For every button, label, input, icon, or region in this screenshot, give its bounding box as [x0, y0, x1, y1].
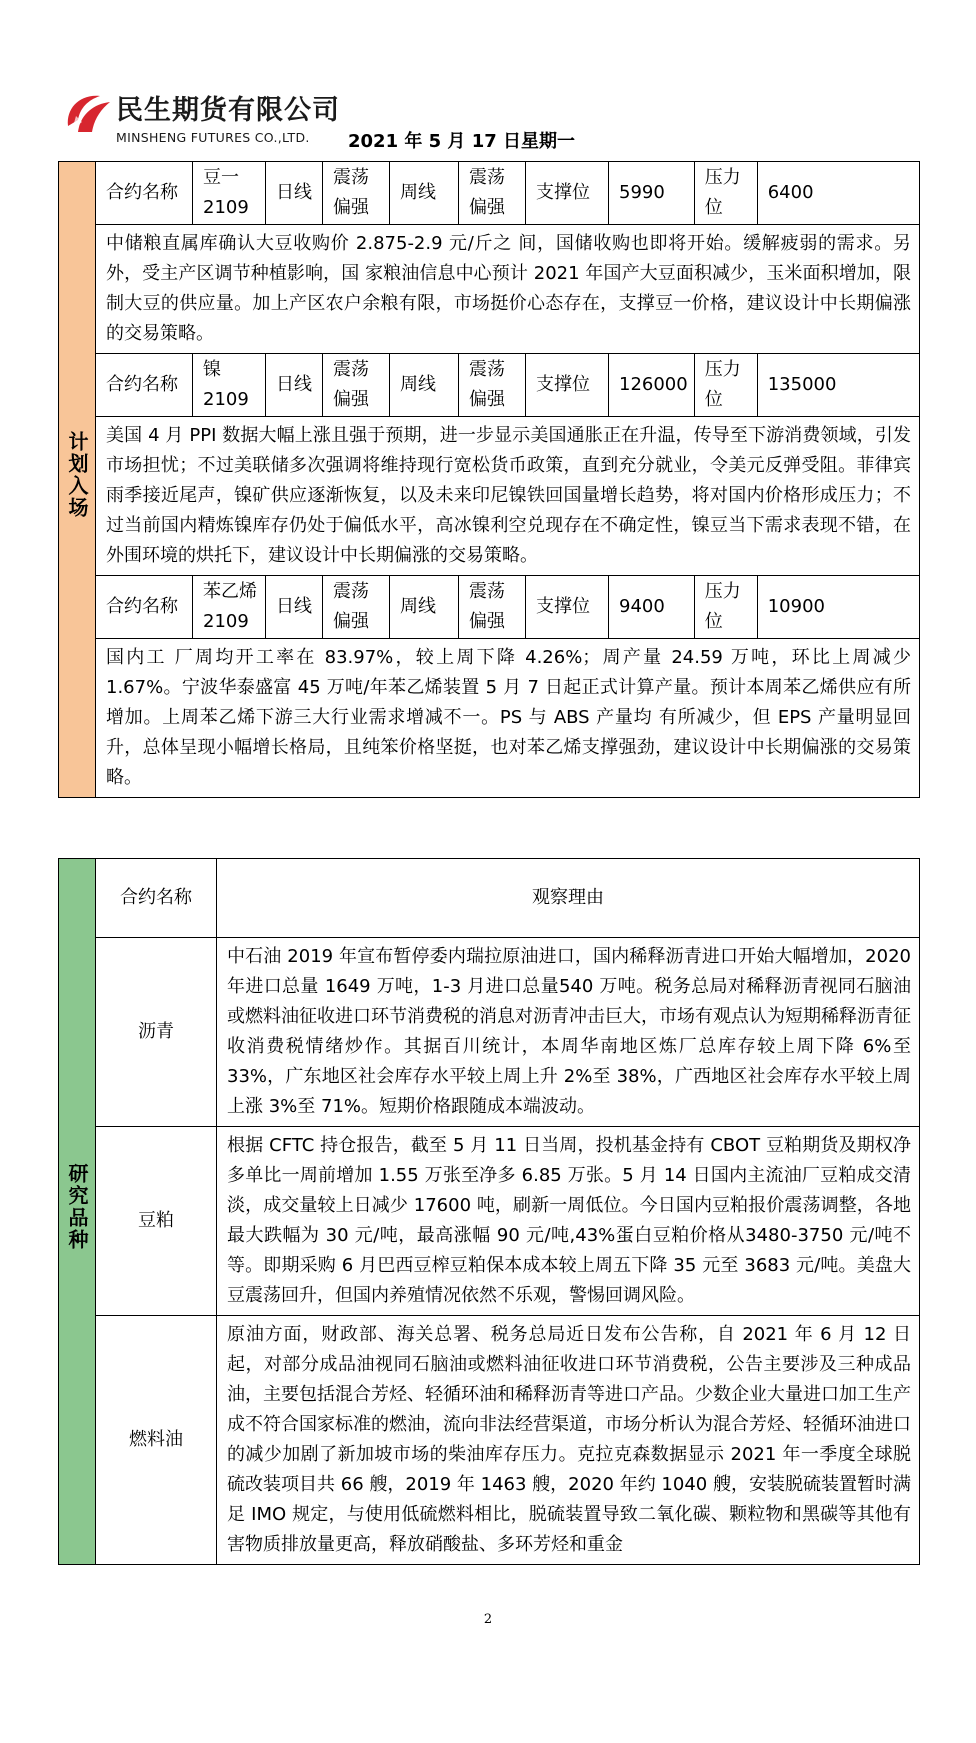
- report-date: 2021 年 5 月 17 日星期一: [348, 131, 576, 152]
- support-value: 9400: [609, 576, 695, 639]
- resistance-value: 10900: [757, 576, 919, 639]
- resistance-value: 6400: [757, 162, 919, 225]
- company-name-en: MINSHENG FUTURES CO.,LTD.: [116, 130, 310, 145]
- contract-name: 镍 2109: [193, 354, 266, 417]
- research-item-reason: 原油方面，财政部、海关总署、税务总局近日发布公告称，自 2021 年 6 月 12 日起，对部分成品油视同石脑油或燃料油征收进口环节消费税，公告主要涉及三种成品油，主要包括混合芳烃、轻循环油和稀释沥青等进口产品。少数企业大量进口加工生产成不符合国家标准的燃油，流向非法经营渠道，市场分析认为混合芳烃、轻循环油进口的减少加剧了新加坡市场的柴油库存压力。克拉克森数据显示 2021 年一季度全球脱硫改装项目共 66 艘，2019 年 1463 艘，2020 年约 1040 艘，安装脱硫装置暂时满足 IMO 规定，与使用低硫燃料相比，脱硫装置导致二氧化碳、颗粒物和黑碳等其他有害物质排放量更高，释放硝酸盐、多环芳烃和重金: [217, 1316, 920, 1565]
- resistance-label: 压力位: [694, 162, 757, 225]
- contract-name-label: 合约名称: [96, 354, 193, 417]
- daily-trend: 震荡偏强: [323, 576, 390, 639]
- contract-analysis: 中储粮直属库确认大豆收购价 2.875-2.9 元/斤之 间，国储收购也即将开始。缓解疲弱的需求。另外，受主产区调节种植影响，国 家粮油信息中心预计 2021 年国产大豆面积减少，玉米面积增加，限制大豆的供应量。加上产区农户余粮有限，市场挺价心态存在，支撑豆一价格，建议设计中长期偏涨的交易策略。: [96, 225, 920, 354]
- weekly-trend: 震荡偏强: [459, 162, 526, 225]
- weekly-label: 周线: [390, 354, 459, 417]
- research-item-name: 燃料油: [96, 1316, 217, 1565]
- research-item-name: 沥青: [96, 938, 217, 1127]
- plan-entry-table: [58, 161, 920, 798]
- weekly-trend: 震荡偏强: [459, 576, 526, 639]
- daily-label: 日线: [266, 354, 323, 417]
- resistance-value: 135000: [757, 354, 919, 417]
- daily-trend: 震荡偏强: [323, 162, 390, 225]
- company-logo-icon: [62, 86, 114, 138]
- contract-name-label: 合约名称: [96, 576, 193, 639]
- contract-name: 豆一 2109: [193, 162, 266, 225]
- resistance-label: 压力位: [694, 576, 757, 639]
- research-item-reason: 根据 CFTC 持仓报告，截至 5 月 11 日当周，投机基金持有 CBOT 豆粕期货及期权净多单比一周前增加 1.55 万张至净多 6.85 万张。5 月 14 日国内主流油厂豆粕成交清淡，成交量较上日减少 17600 吨，刷新一周低位。今日国内豆粕报价震荡调整，各地最大跌幅为 30 元/吨，最高涨幅 90 元/吨,43%蛋白豆粕价格从3480-3750 元/吨不等。即期采购 6 月巴西豆榨豆粕保本成本较上周五下降 35 元至 3683 元/吨。美盘大豆震荡回升，但国内养殖情况依然不乐观，警惕回调风险。: [217, 1127, 920, 1316]
- daily-label: 日线: [266, 162, 323, 225]
- contract-name-label: 合约名称: [96, 162, 193, 225]
- weekly-label: 周线: [390, 162, 459, 225]
- resistance-label: 压力位: [694, 354, 757, 417]
- company-logo: [62, 86, 362, 152]
- daily-label: 日线: [266, 576, 323, 639]
- company-name-cn: 民生期货有限公司: [116, 95, 340, 126]
- research-item-reason: 中石油 2019 年宣布暂停委内瑞拉原油进口，国内稀释沥青进口开始大幅增加，2020 年进口总量 1649 万吨，1-3 月进口总量540 万吨。税务总局对稀释沥青视同石脑油或燃料油征收进口环节消费税的消息对沥青冲击巨大，市场有观点认为短期稀释沥青征收消费税情绪炒作。其据百川统计，本周华南地区炼厂总库存较上周下降 6%至 33%，广东地区社会库存水平较上周上升 2%至 38%，广西地区社会库存水平较上周上涨 3%至 71%。短期价格跟随成本端波动。: [217, 938, 920, 1127]
- support-value: 126000: [609, 354, 695, 417]
- daily-trend: 震荡偏强: [323, 354, 390, 417]
- research-item-name: 豆粕: [96, 1127, 217, 1316]
- column-header-reason: 观察理由: [217, 859, 920, 938]
- contract-analysis: 美国 4 月 PPI 数据大幅上涨且强于预期，进一步显示美国通胀正在升温，传导至下游消费领域，引发市场担忧；不过美联储多次强调将维持现行宽松货币政策，直到充分就业，令美元反弹受阻。菲律宾雨季接近尾声，镍矿供应逐渐恢复，以及未来印尼镍铁回国量增长趋势，将对国内价格形成压力；不过当前国内精炼镍库存仍处于偏低水平，高冰镍利空兑现存在不确定性，镍豆当下需求表现不错，在外围环境的烘托下，建议设计中长期偏涨的交易策略。: [96, 417, 920, 576]
- contract-name: 苯乙烯 2109: [193, 576, 266, 639]
- contract-analysis: 国内工 厂周均开工率在 83.97%，较上周下降 4.26%；周产量 24.59 万吨，环比上周减少 1.67%。宁波华泰盛富 45 万吨/年苯乙烯装置 5 月 7 日起正式计算产量。预计本周苯乙烯供应有所增加。上周苯乙烯下游三大行业需求增减不一。PS 与 ABS 产量均 有所减少，但 EPS 产量明显回升，总体呈现小幅增长格局，且纯笨价格坚挺，也对苯乙烯支撑强劲，建议设计中长期偏涨的交易策略。: [96, 639, 920, 798]
- support-value: 5990: [609, 162, 695, 225]
- plan-side-label: 计划入场: [59, 162, 96, 798]
- weekly-label: 周线: [390, 576, 459, 639]
- research-table: [58, 858, 920, 1565]
- support-label: 支撑位: [526, 354, 609, 417]
- support-label: 支撑位: [526, 576, 609, 639]
- research-side-label: 研究品种: [59, 859, 96, 1565]
- page-number: 2: [483, 1612, 493, 1627]
- weekly-trend: 震荡偏强: [459, 354, 526, 417]
- column-header-name: 合约名称: [96, 859, 217, 938]
- support-label: 支撑位: [526, 162, 609, 225]
